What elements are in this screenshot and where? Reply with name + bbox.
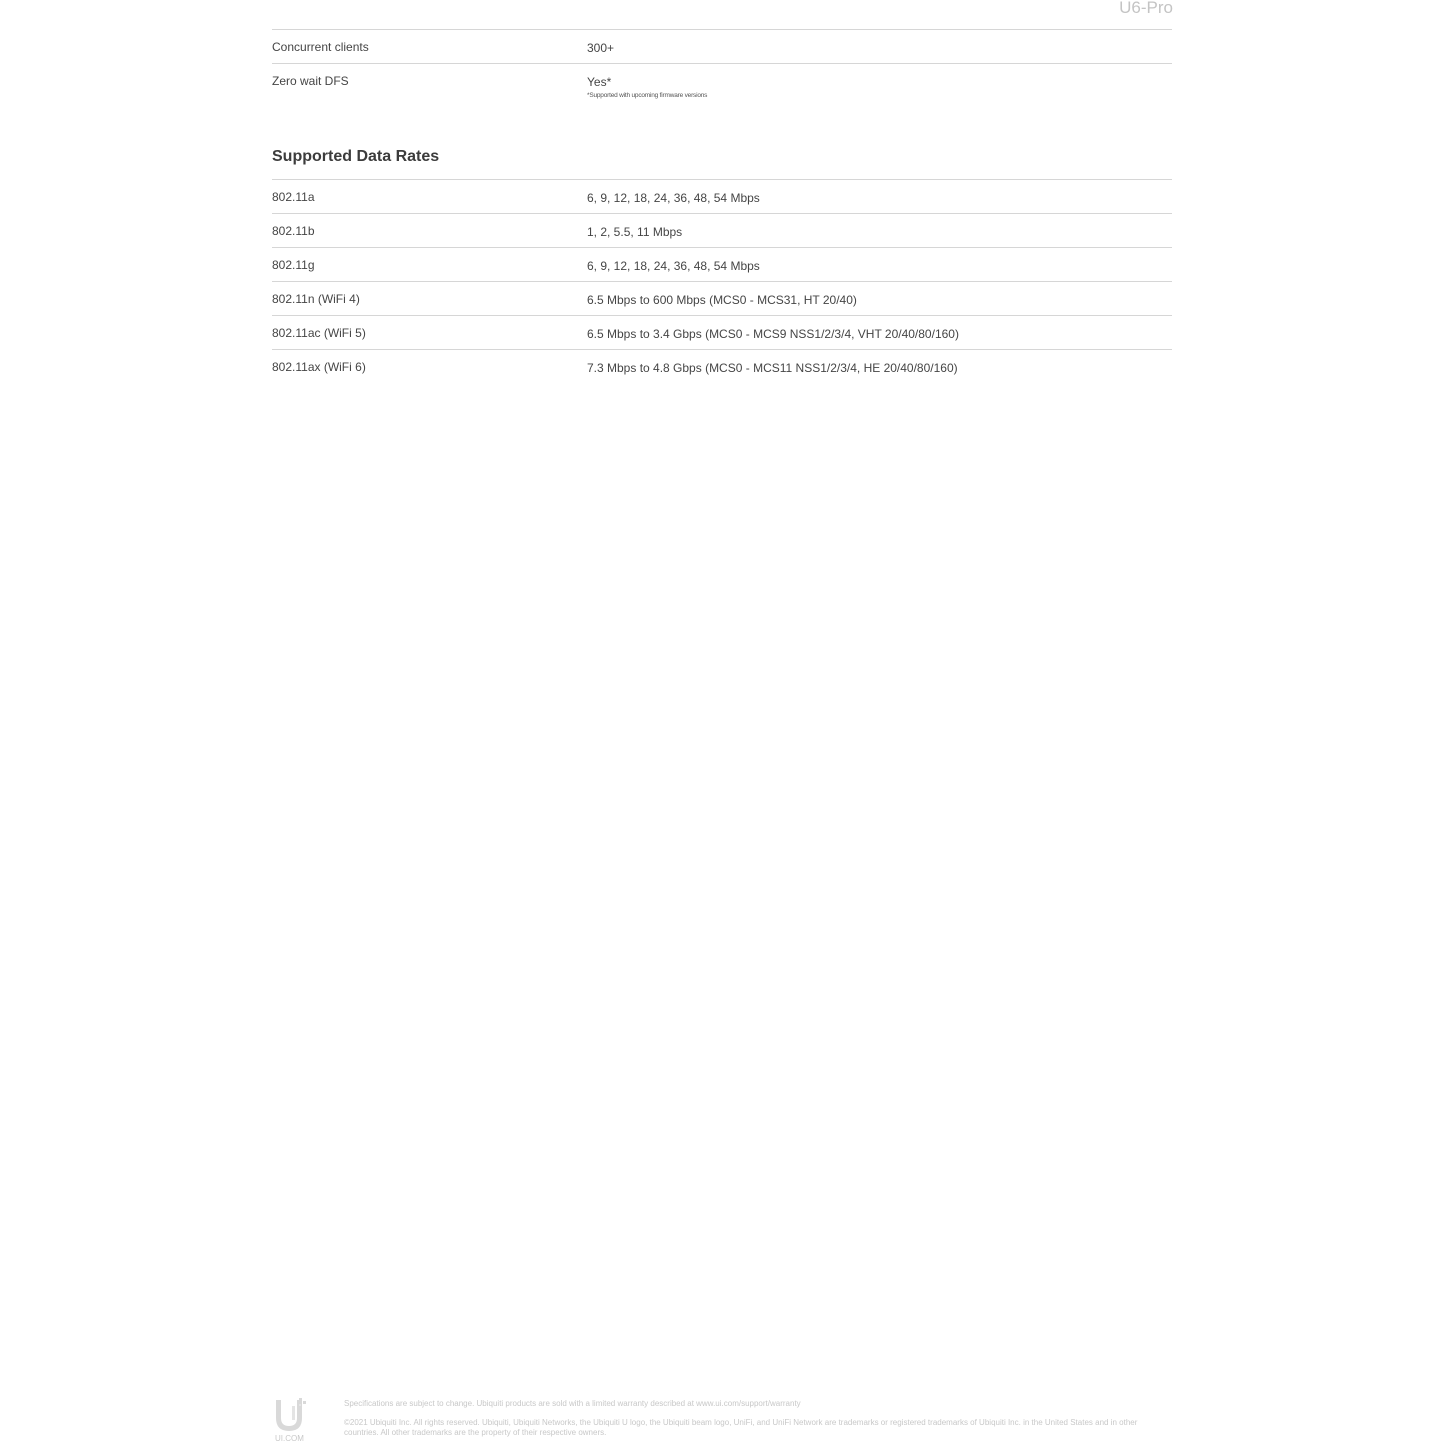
rate-value: 6, 9, 12, 18, 24, 36, 48, 54 Mbps: [587, 259, 760, 273]
spec-value: Yes*: [587, 75, 612, 89]
spec-content: [272, 29, 1172, 383]
spec-footnote: *Supported with upcoming firmware versions: [587, 92, 708, 99]
spec-label: Zero wait DFS: [272, 74, 349, 88]
page-footer: [272, 1396, 1152, 1445]
copyright-text: ©2021 Ubiquiti Inc. All rights reserved. Ubiquiti, Ubiquiti Networks, the Ubiquiti U logo, the Ubiquiti beam logo, UniFi, and UniFi Network are trademarks or registered trademarks of Ubiquiti Inc. in the United States and in other countries. All other trademarks are the property of their respective owners.: [344, 1418, 1138, 1437]
product-name: U6-Pro: [1119, 0, 1173, 17]
spec-row-zero-wait-dfs: [272, 63, 1172, 107]
rate-value: 7.3 Mbps to 4.8 Gbps (MCS0 - MCS11 NSS1/2/3/4, HE 20/40/80/160): [587, 361, 958, 375]
logo-text: UI.COM: [275, 1434, 304, 1443]
section-title-data-rates: Supported Data Rates: [272, 148, 440, 165]
rate-value: 6.5 Mbps to 3.4 Gbps (MCS0 - MCS9 NSS1/2/3/4, VHT 20/40/80/160): [587, 327, 959, 341]
rate-label: 802.11g: [272, 258, 315, 272]
rate-label: 802.11b: [272, 224, 315, 238]
rate-label: 802.11n (WiFi 4): [272, 292, 360, 306]
rate-label: 802.11ac (WiFi 5): [272, 326, 366, 340]
spec-row-concurrent-clients: [272, 29, 1172, 63]
table-row: [272, 213, 1172, 247]
table-row: [272, 281, 1172, 315]
rate-value: 6.5 Mbps to 600 Mbps (MCS0 - MCS31, HT 20/40): [587, 293, 857, 307]
spec-value: 300+: [587, 41, 615, 55]
table-row: [272, 247, 1172, 281]
rate-label: 802.11a: [272, 190, 315, 204]
table-row: [272, 179, 1172, 213]
table-row: [272, 315, 1172, 349]
disclaimer-text: Specifications are subject to change. Ubiquiti products are sold with a limited warranty described at www.ui.com/support/warranty: [344, 1399, 801, 1408]
table-row: [272, 349, 1172, 383]
rate-value: 1, 2, 5.5, 11 Mbps: [587, 225, 683, 239]
legal-text: [344, 1399, 1144, 1438]
rate-value: 6, 9, 12, 18, 24, 36, 48, 54 Mbps: [587, 191, 760, 205]
spec-label: Concurrent clients: [272, 40, 369, 54]
rate-label: 802.11ax (WiFi 6): [272, 360, 366, 374]
